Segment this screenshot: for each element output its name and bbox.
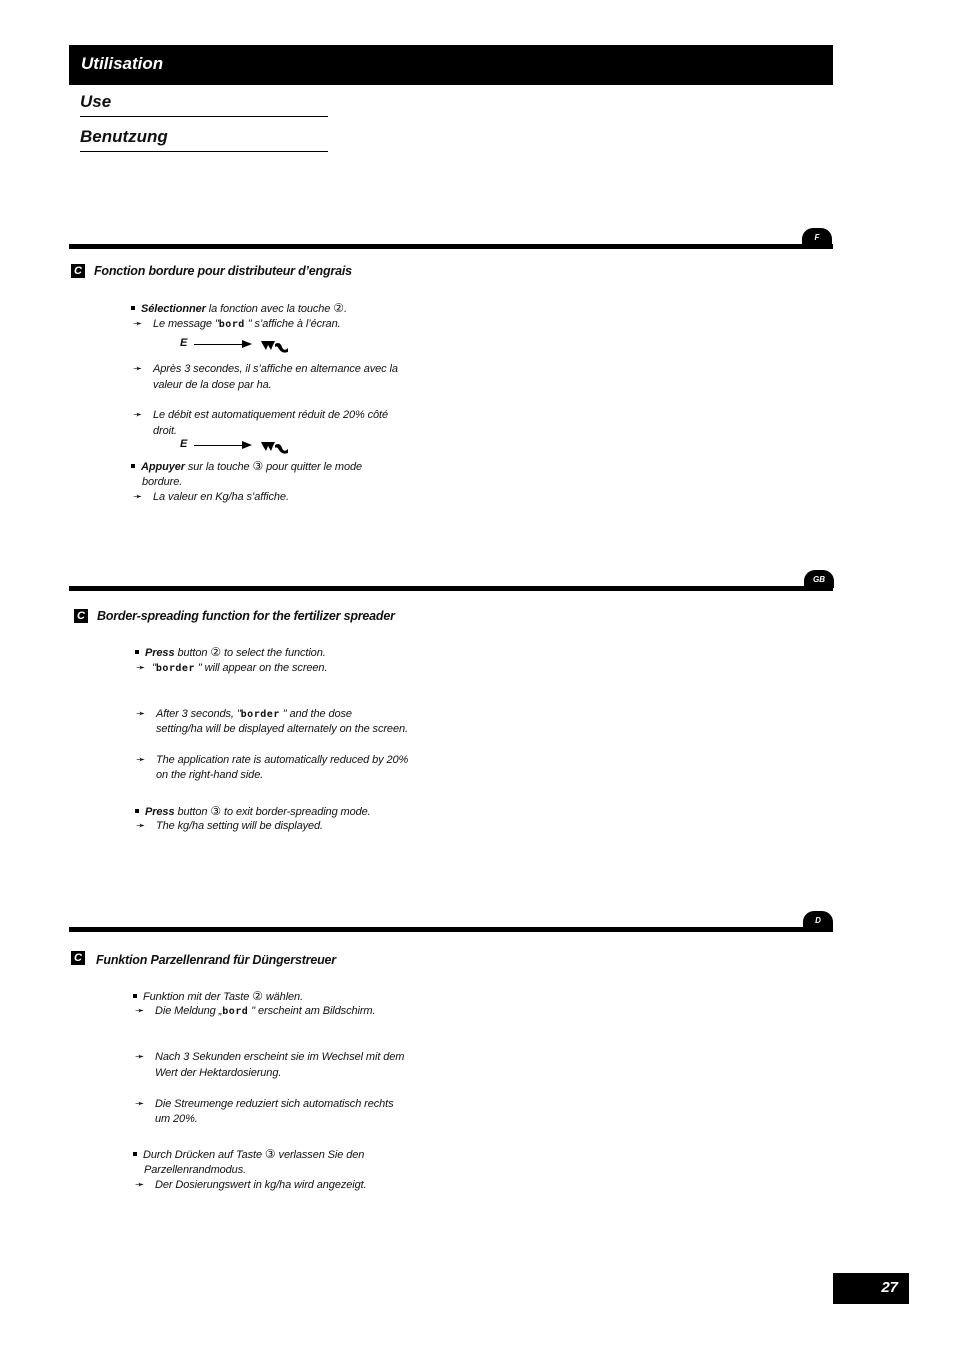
spreader-display-icon: [260, 339, 290, 353]
right-arrow-icon: ➛: [135, 1005, 145, 1017]
de-result-reduced-cont: um 20%.: [155, 1113, 198, 1125]
de-result-alternate: ➛ Nach 3 Sekunden erscheint sie im Wechsel mit dem: [135, 1051, 405, 1063]
right-arrow-icon: ➛: [136, 820, 146, 832]
de-result-message: ➛ Die Meldung „bord " erscheint am Bildschirm.: [135, 1005, 376, 1017]
page-title-bar: [69, 45, 833, 85]
fr-result-value: ➛ La valeur en Kg/ha s’affiche.: [133, 491, 289, 503]
subtitle-benutzung: Benutzung: [80, 127, 328, 152]
section-marker-de: C: [71, 951, 85, 965]
right-arrow-icon: ➛: [135, 1098, 145, 1110]
gb-result-value: ➛ The kg/ha setting will be displayed.: [136, 820, 323, 832]
fr-result-reduced-cont: droit.: [153, 425, 177, 437]
right-arrow-icon: ➛: [136, 708, 146, 720]
gb-step-press: Press button ③ to exit border-spreading mode.: [135, 804, 371, 820]
gb-result-reduced-cont: on the right-hand side.: [156, 769, 264, 781]
de-result-reduced: ➛ Die Streumenge reduziert sich automatisch rechts: [135, 1098, 394, 1110]
fr-step-press-cont: bordure.: [142, 476, 183, 488]
square-bullet-icon: [135, 650, 139, 654]
section-divider-gb: [69, 586, 833, 591]
right-arrow-icon: ➛: [135, 1051, 145, 1063]
fr-result-alternate-cont: valeur de la dose par ha.: [153, 379, 272, 391]
gb-result-message: ➛ "border " will appear on the screen.: [136, 662, 328, 674]
de-step-press: Durch Drücken auf Taste ③ verlassen Sie den: [133, 1147, 364, 1163]
page-title: Utilisation: [81, 54, 164, 73]
display-indicator: E: [180, 438, 292, 454]
gb-result-alternate: ➛ After 3 seconds, "border " and the dose: [136, 708, 352, 720]
section-title-fr: Fonction bordure pour distributeur d’engrais: [94, 264, 352, 278]
de-step-select: Funktion mit der Taste ② wählen.: [133, 989, 303, 1005]
right-arrow-icon: ➛: [133, 409, 143, 421]
square-bullet-icon: [131, 464, 135, 468]
gb-step-select: Press button ② to select the function.: [135, 645, 326, 661]
right-arrow-icon: ➛: [133, 363, 143, 375]
language-tab-de: D: [803, 911, 833, 929]
page-number-box: [833, 1273, 909, 1304]
display-indicator: E: [180, 337, 292, 353]
de-step-press-cont: Parzellenrandmodus.: [144, 1164, 247, 1176]
de-result-alternate-cont: Wert der Hektardosierung.: [155, 1067, 282, 1079]
section-title-gb: Border-spreading function for the fertilizer spreader: [97, 609, 395, 623]
right-arrow-icon: ➛: [136, 662, 146, 674]
square-bullet-icon: [133, 994, 137, 998]
section-divider-fr: [69, 244, 833, 249]
gb-result-reduced: ➛ The application rate is automatically reduced by 20%: [136, 754, 409, 766]
page-number: 27: [881, 1279, 898, 1296]
fr-step-select: Sélectionner la fonction avec la touche ②.: [131, 301, 347, 317]
right-arrow-icon: ➛: [135, 1179, 145, 1191]
square-bullet-icon: [135, 809, 139, 813]
section-marker-gb: C: [74, 609, 88, 623]
gb-result-alternate-cont: setting/ha will be displayed alternately on the screen.: [156, 723, 408, 735]
language-tab-gb: GB: [804, 570, 834, 588]
square-bullet-icon: [133, 1152, 137, 1156]
fr-result-reduced: ➛ Le débit est automatiquement réduit de 20% côté: [133, 409, 389, 421]
square-bullet-icon: [131, 306, 135, 310]
spreader-display-icon: [260, 440, 290, 454]
right-arrow-icon: ➛: [136, 754, 146, 766]
section-divider-de: [69, 927, 833, 932]
subtitle-use: Use: [80, 92, 328, 117]
language-tab-fr: F: [802, 228, 832, 246]
right-arrow-icon: ➛: [133, 491, 143, 503]
section-title-de: Funktion Parzellenrand für Düngerstreuer: [96, 953, 336, 967]
fr-result-alternate: ➛ Après 3 secondes, il s’affiche en alternance avec la: [133, 363, 398, 375]
fr-step-press: Appuyer sur la touche ③ pour quitter le mode: [131, 459, 362, 475]
de-result-value: ➛ Der Dosierungswert in kg/ha wird angezeigt.: [135, 1179, 367, 1191]
fr-result-message: ➛ Le message "bord " s’affiche à l’écran.: [133, 318, 341, 330]
section-marker-fr: C: [71, 264, 85, 278]
right-arrow-icon: ➛: [133, 318, 143, 330]
